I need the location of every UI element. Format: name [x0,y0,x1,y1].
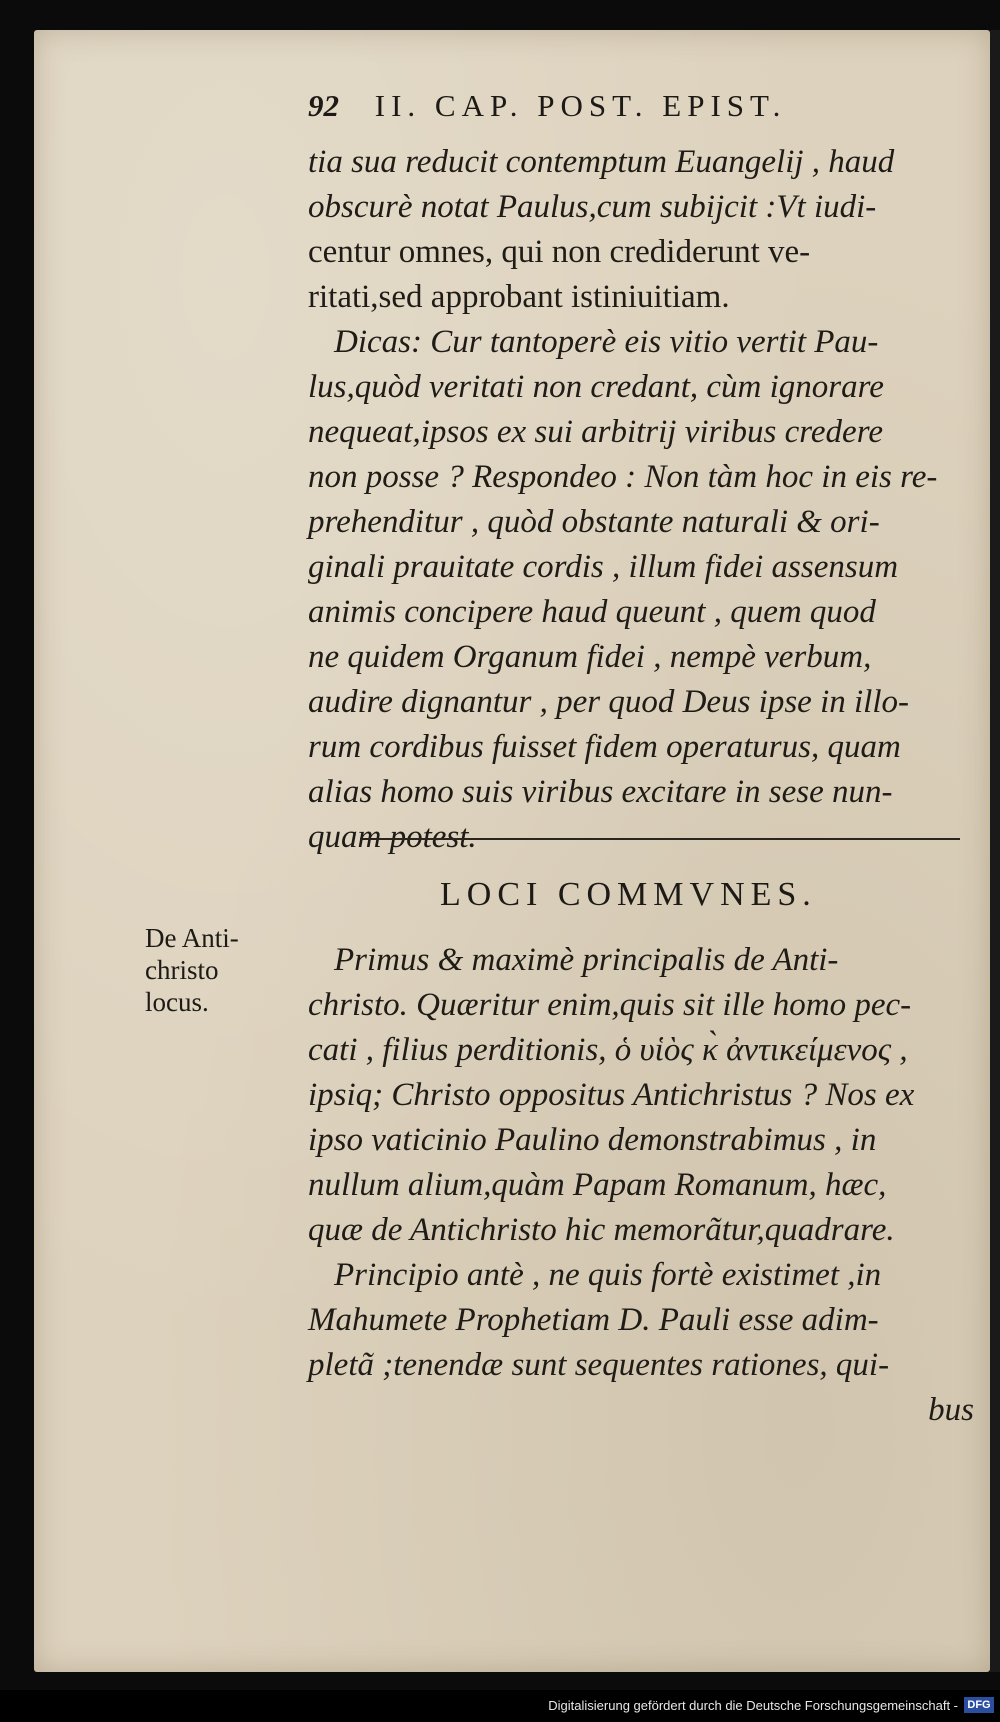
text-line: pletã ;tenendæ sunt sequentes rationes, qui- [308,1347,890,1383]
text-line: ritati,sed approbant istiniuitiam. [308,279,730,315]
text-line: quam potest. [308,819,477,855]
page-header [308,88,786,124]
text-line: ne quidem Organum fidei , nempè verbum, [308,639,872,675]
text-line: Primus & maximè principalis de Anti- [334,942,839,978]
section-title: LOCI COMMVNES. [440,876,817,913]
text-line: alias homo suis viribus excitare in sese nun- [308,774,893,810]
text-line: rum cordibus fuisset fidem operaturus, quam [308,729,901,765]
text-line: ipsiq; Christo oppositus Antichristus ? Nos ex [308,1077,915,1113]
page-edge [990,30,1000,1672]
margin-note-line: De Anti- [145,923,239,953]
text-line: nequeat,ipsos ex sui arbitrij viribus credere [308,414,883,450]
text-line: obscurè notat Paulus,cum subijcit :Vt iudi- [308,189,877,225]
digitization-credit: Digitalisierung gefördert durch die Deutsche Forschungsgemeinschaft - [548,1698,958,1713]
text-line: nullum alium,quàm Papam Romanum, hæc, [308,1167,887,1203]
text-line: non posse ? Respondeo : Non tàm hoc in eis re- [308,459,938,495]
text-line: Dicas: Cur tantoperè eis vitio vertit Pau- [334,324,879,360]
text-line: christo. Quæritur enim,quis sit ille homo pec- [308,987,912,1023]
text-line: lus,quòd veritati non credant, cùm ignorare [308,369,884,405]
text-line: ipso vaticinio Paulino demonstrabimus , in [308,1122,877,1158]
margin-note-line: locus. [145,987,209,1017]
text-line: centur omnes, qui non crediderunt ve- [308,234,811,270]
text-line: prehenditur , quòd obstante naturali & ori- [308,504,880,540]
text-line: quæ de Antichristo hic memorãtur,quadrare. [308,1212,895,1248]
page-number: 92 [308,88,339,123]
catchword: bus [928,1392,974,1428]
horizontal-rule [360,838,960,840]
dfg-logo-icon: DFG [964,1697,994,1713]
main-paragraph [308,944,974,1439]
margin-note-line: christo [145,955,219,985]
text-line: Mahumete Prophetiam D. Pauli esse adim- [308,1302,879,1338]
text-line: ginali prauitate cordis , illum fidei assensum [308,549,899,585]
text-line: animis concipere haud queunt , quem quod [308,594,876,630]
running-head: II. CAP. POST. EPIST. [374,88,787,123]
text-line: Principio antè , ne quis fortè existimet ,in [334,1257,882,1293]
text-line: cati , filius perditionis, ὁ υἱὸς κ̀ ἀντικείμενος , [308,1032,908,1068]
top-paragraph [308,146,974,866]
margin-note [145,922,285,1018]
footer-bar [0,1690,1000,1722]
text-line: tia sua reducit contemptum Euangelij , haud [308,144,895,180]
text-line: audire dignantur , per quod Deus ipse in illo- [308,684,909,720]
